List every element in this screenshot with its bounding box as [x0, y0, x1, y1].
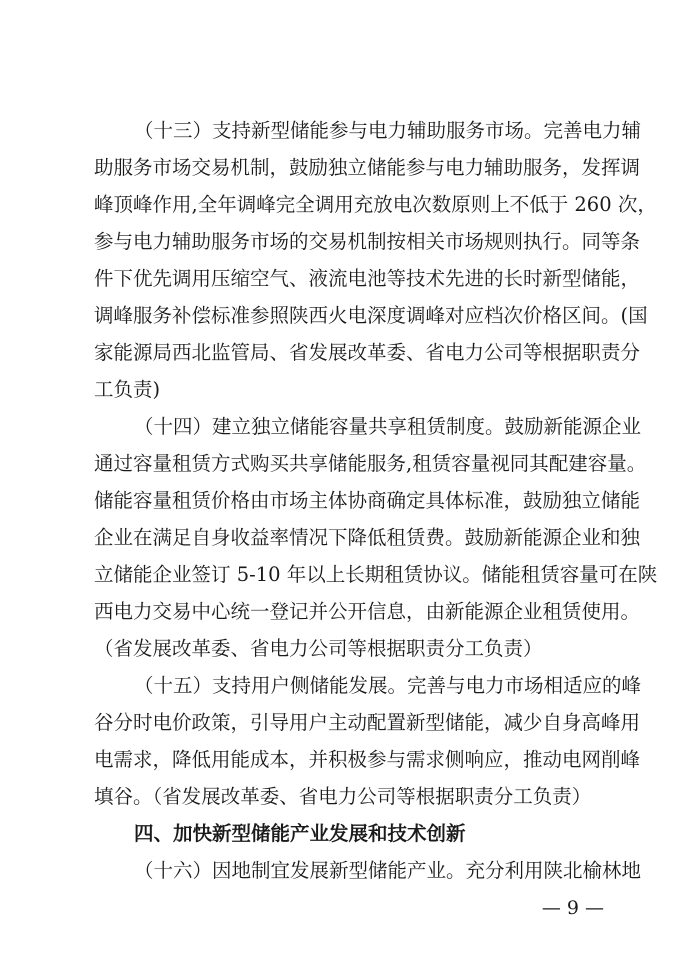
page-number: — 9 —	[541, 897, 604, 919]
text-line: 参与电力辅助服务市场的交易机制按相关市场规则执行。同等条	[94, 230, 641, 253]
text-line: 企业在满足自身收益率情况下降低租赁费。鼓励新能源企业和独	[94, 526, 641, 549]
section-heading: 四、加快新型储能产业发展和技术创新	[134, 822, 466, 845]
text-line: 工负责)	[94, 378, 161, 401]
text-line: 件下优先调用压缩空气、液流电池等技术先进的长时新型储能，	[94, 267, 641, 290]
text-line: （十五）支持用户侧储能发展。完善与电力市场相适应的峰	[134, 674, 642, 697]
text-line: 家能源局西北监管局、省发展改革委、省电力公司等根据职责分	[94, 341, 641, 364]
text-line: （十四）建立独立储能容量共享租赁制度。鼓励新能源企业	[134, 415, 642, 438]
text-line: （省发展改革委、省电力公司等根据职责分工负责）	[94, 637, 543, 660]
text-line: 通过容量租赁方式购买共享储能服务,租赁容量视同其配建容量。	[94, 452, 647, 475]
text-line: 立储能企业签订 5-10 年以上长期租赁协议。储能租赁容量可在陕	[94, 563, 658, 586]
text-line: 西电力交易中心统一登记并公开信息，由新能源企业租赁使用。	[94, 600, 641, 623]
text-line: （十三）支持新型储能参与电力辅助服务市场。完善电力辅	[134, 119, 642, 142]
text-line: （十六）因地制宜发展新型储能产业。充分利用陕北榆林地	[134, 859, 642, 882]
text-line: 谷分时电价政策，引导用户主动配置新型储能，减少自身高峰用	[94, 711, 641, 734]
text-line: 助服务市场交易机制，鼓励独立储能参与电力辅助服务，发挥调	[94, 156, 641, 179]
text-line: 调峰服务补偿标准参照陕西火电深度调峰对应档次价格区间。(国	[94, 304, 648, 327]
text-line: 储能容量租赁价格由市场主体协商确定具体标准，鼓励独立储能	[94, 489, 641, 512]
text-line: 电需求，降低用能成本，并积极参与需求侧响应，推动电网削峰	[94, 748, 641, 771]
text-line: 峰顶峰作用,全年调峰完全调用充放电次数原则上不低于 260 次，	[94, 193, 657, 216]
text-line: 填谷。（省发展改革委、省电力公司等根据职责分工负责）	[94, 785, 592, 808]
